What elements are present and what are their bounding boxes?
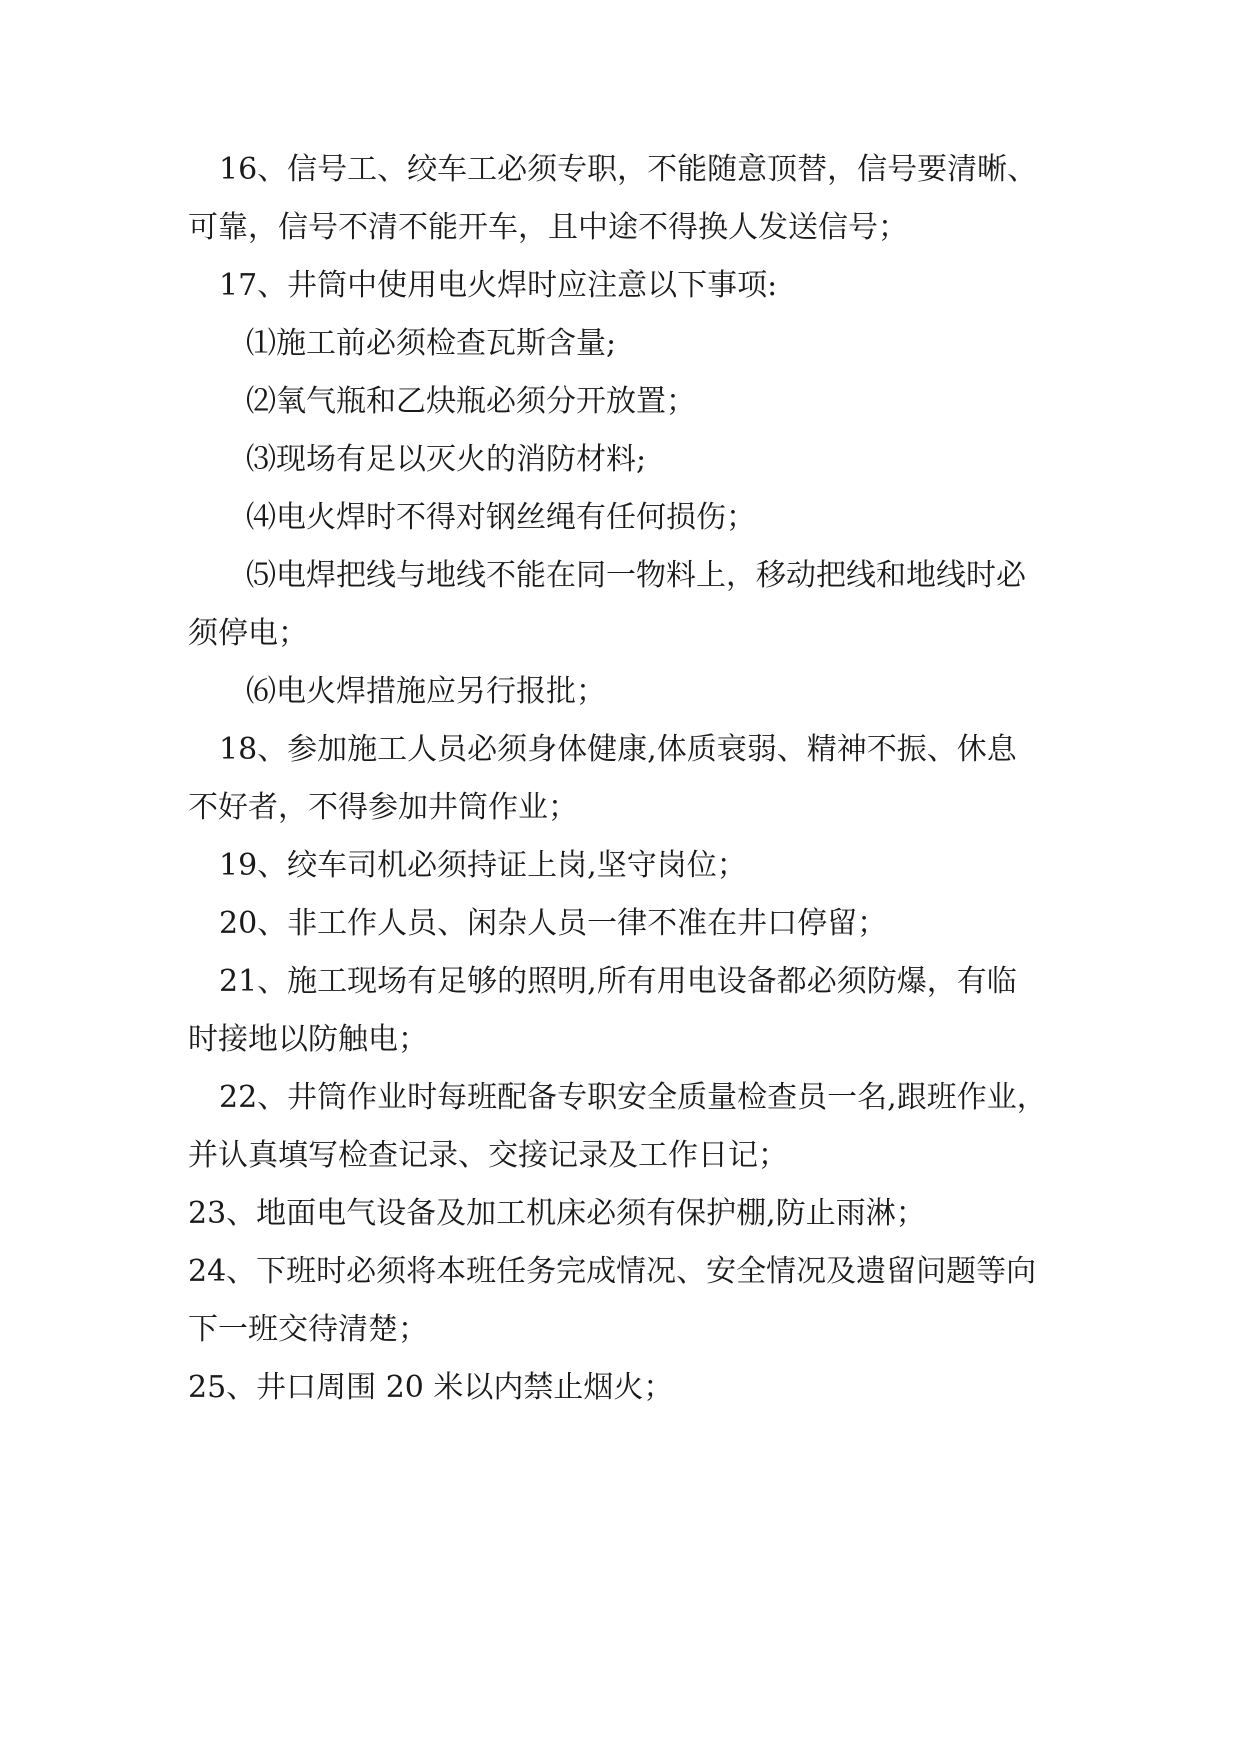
- item-20: 20、非工作人员、闲杂人员一律不准在井口停留；: [219, 906, 888, 941]
- sub-item-1: ⑴施工前必须检查瓦斯含量;: [246, 326, 617, 361]
- item-17: 17、井筒中使用电火焊时应注意以下事项:: [219, 268, 778, 303]
- item-22-line-2: 并认真填写检查记录、交接记录及工作日记；: [188, 1138, 788, 1173]
- item-21-line-1: 21、施工现场有足够的照明,所有用电设备都必须防爆，有临: [219, 964, 1017, 999]
- sub-item-5-line-1: ⑸电焊把线与地线不能在同一物料上，移动把线和地线时必: [246, 558, 1026, 593]
- item-22-line-1: 22、井筒作业时每班配备专职安全质量检查员一名,跟班作业，: [219, 1080, 1047, 1115]
- item-18-line-1: 18、参加施工人员必须身体健康,体质衰弱、精神不振、休息: [219, 732, 1017, 767]
- sub-item-6: ⑹电火焊措施应另行报批；: [246, 674, 606, 709]
- item-23: 23、地面电气设备及加工机床必须有保护棚,防止雨淋；: [188, 1196, 926, 1231]
- sub-item-3: ⑶现场有足以灭火的消防材料;: [246, 442, 647, 477]
- sub-item-2: ⑵氧气瓶和乙炔瓶必须分开放置；: [246, 384, 696, 419]
- item-24-line-2: 下一班交待清楚；: [188, 1312, 428, 1347]
- item-16-line-1: 16、信号工、绞车工必须专职，不能随意顶替，信号要清晰、: [219, 152, 1038, 187]
- item-25: 25、井口周围 20 米以内禁止烟火；: [188, 1370, 674, 1405]
- item-19: 19、绞车司机必须持证上岗,坚守岗位；: [219, 848, 747, 883]
- item-18-line-2: 不好者，不得参加井筒作业；: [188, 790, 578, 825]
- item-24-line-1: 24、下班时必须将本班任务完成情况、安全情况及遗留问题等向: [188, 1254, 1037, 1289]
- sub-item-5-line-2: 须停电；: [188, 616, 308, 651]
- item-21-line-2: 时接地以防触电；: [188, 1022, 428, 1057]
- item-16-line-2: 可靠，信号不清不能开车，且中途不得换人发送信号；: [188, 210, 908, 245]
- sub-item-4: ⑷电火焊时不得对钢丝绳有任何损伤；: [246, 500, 756, 535]
